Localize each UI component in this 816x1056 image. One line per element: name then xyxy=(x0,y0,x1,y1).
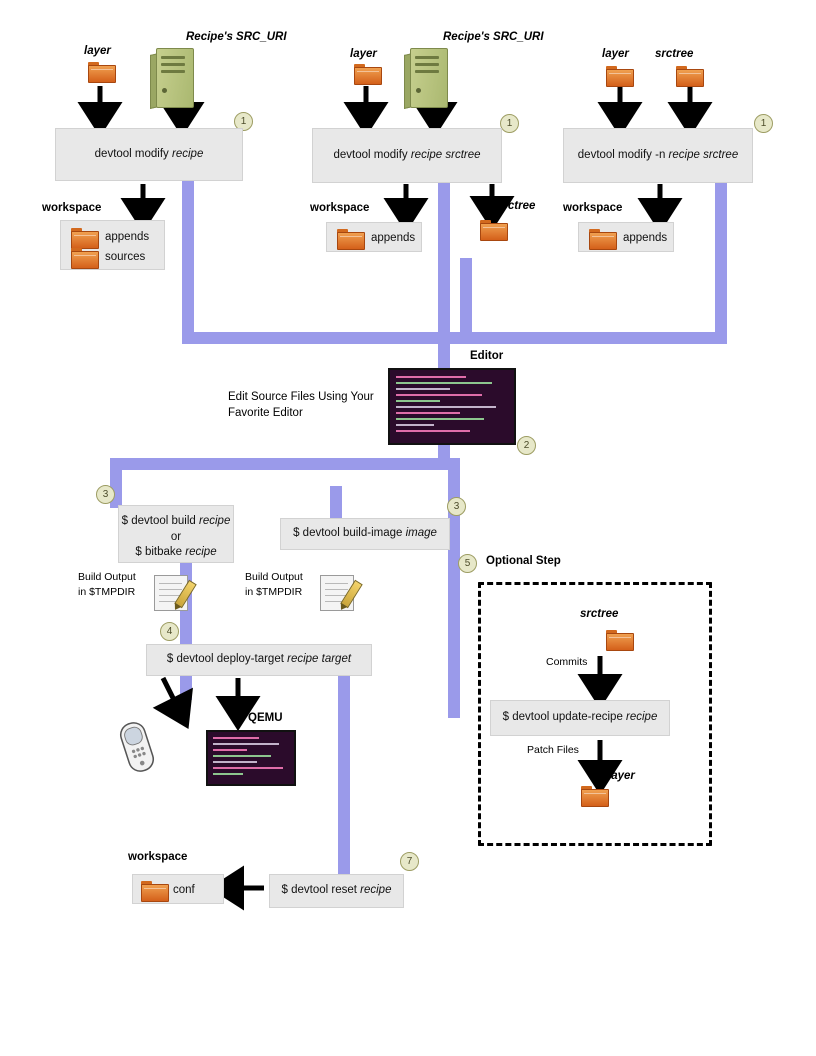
badge-step-1-col2: 1 xyxy=(500,114,519,133)
build-line3-italic: recipe xyxy=(185,546,217,559)
optional-srctree-label: srctree xyxy=(580,608,619,620)
col3-srctree-label: srctree xyxy=(655,48,694,60)
badge-step-1-col1: 1 xyxy=(234,112,253,131)
command-devtool-modify-recipe-srctree[interactable] xyxy=(312,128,502,183)
connector-col2-srctree-vertical xyxy=(460,258,472,344)
qemu-label: QEMU xyxy=(248,712,283,724)
connector-build-mid xyxy=(330,486,342,520)
col1-sources-label: sources xyxy=(105,251,146,263)
col2-workspace-box xyxy=(326,222,422,252)
col1-workspace-label: workspace xyxy=(42,202,102,214)
connector-left-long-vertical xyxy=(180,540,192,700)
cmd1-plain: devtool modify xyxy=(94,147,173,160)
col1-srcuri-label: Recipe's SRC_URI xyxy=(186,31,287,43)
badge-step-2: 2 xyxy=(517,436,536,455)
badge-step-4: 4 xyxy=(160,622,179,641)
reset-workspace-box xyxy=(132,874,224,904)
folder-icon xyxy=(141,881,167,900)
folder-icon xyxy=(606,630,632,649)
buildimage-plain: $ devtool build-image xyxy=(293,527,406,540)
deploy-italic: recipe target xyxy=(287,653,352,666)
editor-title: Editor xyxy=(470,350,504,362)
col2-layer-label: layer xyxy=(350,48,377,60)
folder-icon xyxy=(676,66,702,85)
col2-workspace-label: workspace xyxy=(310,202,370,214)
reset-conf-label: conf xyxy=(173,884,195,896)
qemu-terminal-icon xyxy=(206,730,296,786)
col1-layer-label: layer xyxy=(84,45,111,57)
build-output-left-line2: in $TMPDIR xyxy=(78,586,136,598)
folder-icon xyxy=(480,220,506,239)
cmd2-plain: devtool modify xyxy=(333,148,411,161)
cmd2-italic: recipe srctree xyxy=(410,148,481,161)
build-output-right-line1: Build Output xyxy=(245,571,303,583)
command-devtool-reset[interactable] xyxy=(269,874,404,908)
command-devtool-build[interactable] xyxy=(118,505,234,563)
server-icon xyxy=(404,48,450,106)
command-devtool-modify-n[interactable] xyxy=(563,128,753,183)
build-output-right-line2: in $TMPDIR xyxy=(245,586,303,598)
update-italic: recipe xyxy=(626,711,658,724)
col2-srctree-label: srctree xyxy=(497,200,536,212)
build-line1-italic: recipe xyxy=(199,515,231,527)
connector-col2-vertical xyxy=(438,178,450,344)
col3-workspace-label: workspace xyxy=(563,202,623,214)
col3-appends-label: appends xyxy=(623,232,668,244)
command-devtool-build-image[interactable] xyxy=(280,518,450,550)
col3-workspace-box xyxy=(578,222,674,252)
col3-layer-label: layer xyxy=(602,48,629,60)
build-line2-or: or xyxy=(170,530,182,543)
badge-step-1-col3: 1 xyxy=(754,114,773,133)
reset-plain: $ devtool reset xyxy=(281,884,361,897)
folder-icon xyxy=(71,248,97,267)
connector-deploy-down xyxy=(338,676,350,888)
col2-srcuri-label: Recipe's SRC_URI xyxy=(443,31,544,43)
connector-col3-vertical xyxy=(715,178,727,344)
optional-step-title: Optional Step xyxy=(486,555,561,567)
device-phone-icon xyxy=(114,718,160,776)
server-icon xyxy=(150,48,196,106)
command-devtool-modify-recipe[interactable] xyxy=(55,128,243,181)
optional-patch-label: Patch Files xyxy=(527,744,579,756)
update-plain: $ devtool update-recipe xyxy=(502,711,627,724)
folder-icon xyxy=(337,229,363,248)
cmd3-italic: recipe srctree xyxy=(668,148,739,161)
connector-below-editor-bus xyxy=(110,458,460,470)
optional-layer-label: layer xyxy=(608,770,635,782)
badge-step-7: 7 xyxy=(400,852,419,871)
col1-appends-label: appends xyxy=(105,231,150,243)
col1-workspace-box xyxy=(60,220,165,270)
command-devtool-deploy-target[interactable] xyxy=(146,644,372,676)
folder-icon xyxy=(589,229,615,248)
folder-icon xyxy=(606,66,632,85)
cmd1-italic: recipe xyxy=(172,147,204,160)
build-line1-plain: $ devtool build xyxy=(121,515,200,527)
folder-icon xyxy=(581,786,607,805)
editor-terminal-icon xyxy=(388,368,516,445)
notepad-icon xyxy=(320,575,354,611)
connector-col1-vertical xyxy=(182,178,194,344)
badge-step-3-left: 3 xyxy=(96,485,115,504)
cmd3-plain: devtool modify -n xyxy=(577,148,669,161)
folder-icon xyxy=(71,228,97,247)
col2-appends-label: appends xyxy=(371,232,416,244)
build-line3-plain: $ bitbake xyxy=(135,546,186,559)
connector-main-bus xyxy=(182,332,727,344)
build-output-left-line1: Build Output xyxy=(78,571,136,583)
optional-commits-label: Commits xyxy=(546,656,588,668)
editor-caption-line2: Favorite Editor xyxy=(228,407,303,419)
notepad-icon xyxy=(154,575,188,611)
deploy-plain: $ devtool deploy-target xyxy=(166,653,288,666)
folder-icon xyxy=(88,62,114,81)
reset-italic: recipe xyxy=(360,884,392,897)
command-devtool-update-recipe[interactable] xyxy=(490,700,670,736)
reset-workspace-label: workspace xyxy=(128,851,188,863)
badge-step-5: 5 xyxy=(458,554,477,573)
buildimage-italic: image xyxy=(405,527,437,540)
editor-caption-line1: Edit Source Files Using Your xyxy=(228,391,374,403)
badge-step-3-right: 3 xyxy=(447,497,466,516)
folder-icon xyxy=(354,64,380,83)
